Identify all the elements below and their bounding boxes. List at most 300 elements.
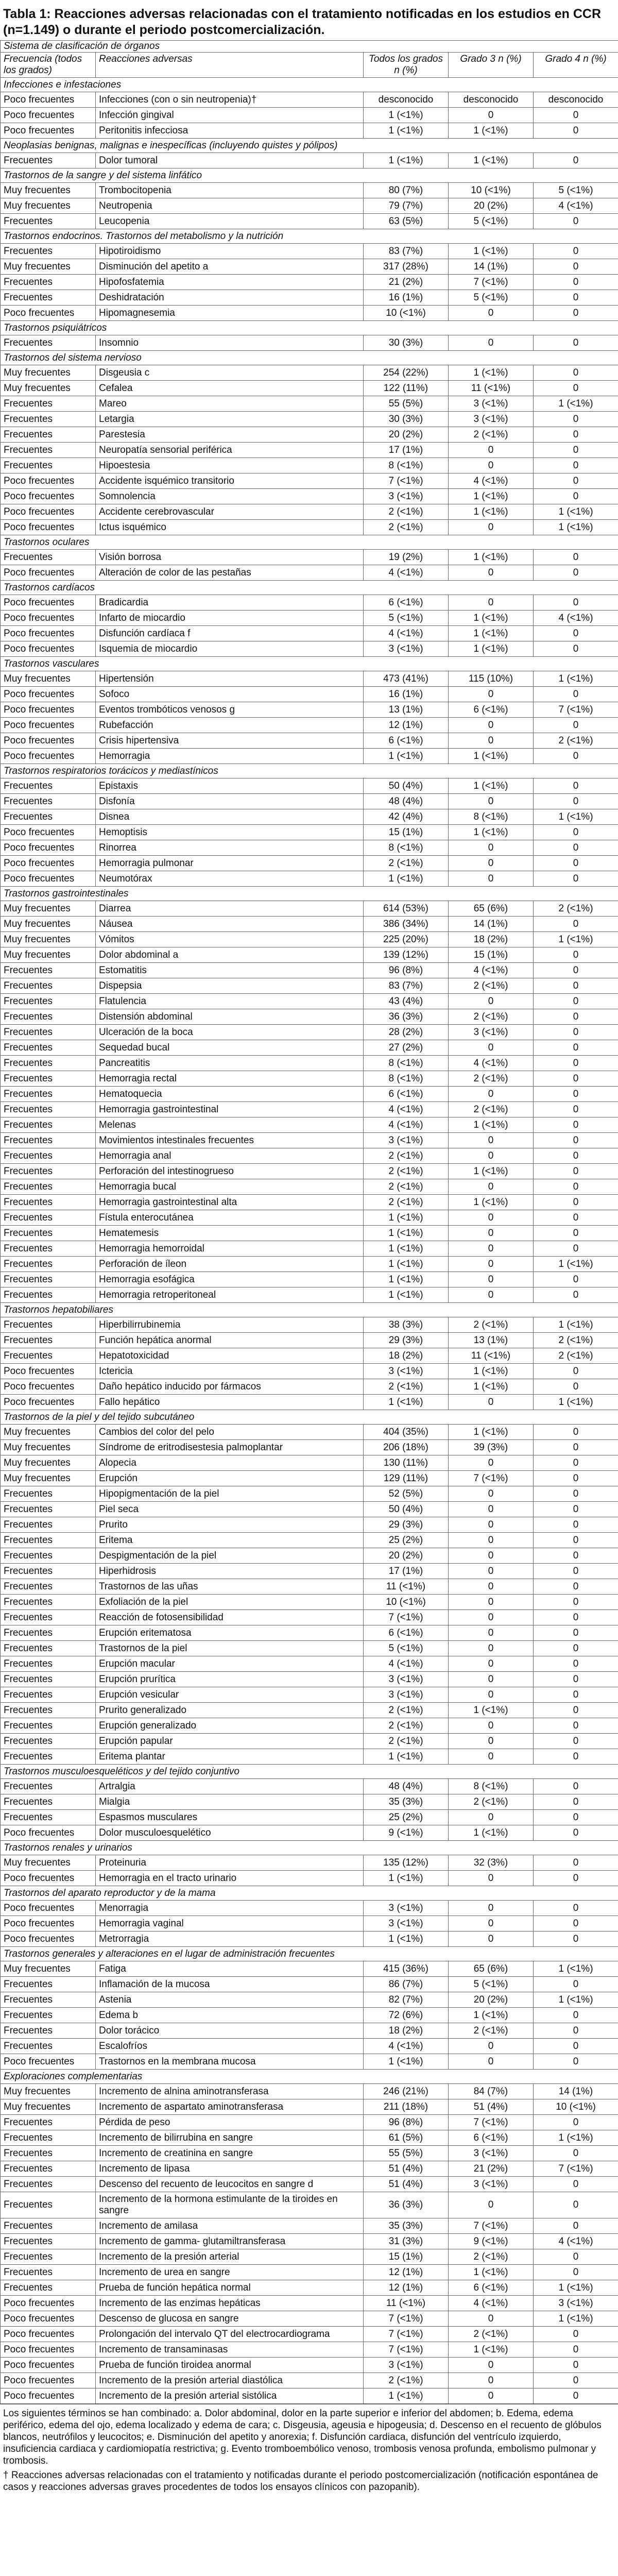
cell-grade3: 84 (7%) <box>449 2084 534 2099</box>
cell-all-grades: 6 (<1%) <box>364 1087 449 1102</box>
table-row <box>1 978 618 994</box>
cell-all-grades: 15 (1%) <box>364 825 449 840</box>
cell-frequency: Frecuentes <box>1 1071 96 1087</box>
cell-all-grades: 20 (2%) <box>364 427 449 443</box>
cell-reaction: Función hepática anormal <box>96 1333 364 1348</box>
cell-all-grades: 50 (4%) <box>364 778 449 794</box>
table-row <box>1 183 618 198</box>
cell-reaction: Hemorragia gastrointestinal <box>96 1102 364 1117</box>
cell-grade4: 1 (<1%) <box>534 2130 618 2146</box>
table-row <box>1 2265 618 2280</box>
cell-grade4: 0 <box>534 1871 618 1886</box>
section-header-row <box>1 351 618 365</box>
header-organ-class: Sistema de clasificación de órganos <box>1 41 618 53</box>
table-row <box>1 749 618 764</box>
table-row <box>1 2342 618 2358</box>
cell-reaction: Mialgia <box>96 1794 364 1810</box>
cell-grade4: 0 <box>534 917 618 932</box>
cell-grade4: 1 (<1%) <box>534 809 618 825</box>
cell-reaction: Hepatotoxicidad <box>96 1348 364 1364</box>
cell-grade3: 4 (<1%) <box>449 1056 534 1071</box>
cell-grade4: 4 (<1%) <box>534 2234 618 2249</box>
cell-grade3: 15 (1%) <box>449 947 534 963</box>
cell-grade4: 2 (<1%) <box>534 1348 618 1364</box>
cell-grade3: 0 <box>449 443 534 458</box>
section-header-row <box>1 229 618 244</box>
cell-grade3: 1 (<1%) <box>449 1364 534 1379</box>
table-row <box>1 1257 618 1272</box>
cell-grade3: 5 (<1%) <box>449 290 534 306</box>
section-header-row <box>1 535 618 550</box>
cell-grade4: 1 (<1%) <box>534 2311 618 2327</box>
cell-grade4: 0 <box>534 1440 618 1455</box>
cell-frequency: Frecuentes <box>1 1718 96 1734</box>
cell-frequency: Frecuentes <box>1 2177 96 2192</box>
cell-all-grades: 82 (7%) <box>364 1992 449 2008</box>
cell-frequency: Frecuentes <box>1 2249 96 2265</box>
cell-grade4: 7 (<1%) <box>534 702 618 718</box>
cell-grade4: 0 <box>534 1195 618 1210</box>
table-row <box>1 1071 618 1087</box>
table-row <box>1 611 618 626</box>
section-header-row <box>1 139 618 153</box>
cell-grade4: 1 (<1%) <box>534 1257 618 1272</box>
cell-grade4: 0 <box>534 718 618 733</box>
table-row <box>1 671 618 687</box>
table-row <box>1 1779 618 1794</box>
table-row <box>1 1272 618 1287</box>
cell-frequency: Frecuentes <box>1 1625 96 1641</box>
cell-all-grades: 1 (<1%) <box>364 153 449 168</box>
cell-reaction: Metrorragia <box>96 1931 364 1947</box>
cell-grade3: 0 <box>449 1272 534 1287</box>
cell-all-grades: 19 (2%) <box>364 550 449 565</box>
cell-all-grades: 20 (2%) <box>364 1548 449 1564</box>
cell-grade4: 3 (<1%) <box>534 2296 618 2311</box>
cell-grade4: 0 <box>534 1977 618 1992</box>
cell-grade4: desconocido <box>534 92 618 108</box>
cell-grade4: 1 (<1%) <box>534 1961 618 1977</box>
table-row <box>1 1672 618 1687</box>
cell-all-grades: 3 (<1%) <box>364 1687 449 1703</box>
cell-grade3: 0 <box>449 1595 534 1610</box>
section-header-row <box>1 581 618 595</box>
table-row <box>1 856 618 871</box>
cell-all-grades: 2 (<1%) <box>364 856 449 871</box>
cell-frequency: Poco frecuentes <box>1 1916 96 1931</box>
cell-frequency: Frecuentes <box>1 1226 96 1241</box>
cell-reaction: Parestesia <box>96 427 364 443</box>
cell-frequency: Poco frecuentes <box>1 1871 96 1886</box>
cell-reaction: Hemorragia en el tracto urinario <box>96 1871 364 1886</box>
cell-all-grades: 42 (4%) <box>364 809 449 825</box>
table-row <box>1 2161 618 2177</box>
cell-grade4: 0 <box>534 443 618 458</box>
cell-grade3: 18 (2%) <box>449 932 534 947</box>
cell-reaction: Hemorragia retroperitoneal <box>96 1287 364 1303</box>
cell-reaction: Infecciones (con o sin neutropenia)† <box>96 92 364 108</box>
table-row <box>1 1579 618 1595</box>
cell-reaction: Trastornos de la piel <box>96 1641 364 1656</box>
cell-all-grades: 3 (<1%) <box>364 1901 449 1916</box>
cell-reaction: Insomnio <box>96 335 364 351</box>
table-row <box>1 1148 618 1164</box>
cell-all-grades: 16 (1%) <box>364 687 449 702</box>
cell-frequency: Poco frecuentes <box>1 856 96 871</box>
cell-grade3: 1 (<1%) <box>449 489 534 504</box>
table-row <box>1 2192 618 2218</box>
cell-grade3: 0 <box>449 871 534 887</box>
cell-all-grades: 404 (35%) <box>364 1425 449 1440</box>
footnote-dagger: † Reacciones adversas relacionadas con el tratamiento y notificadas durante el periodo postcomercialización (notificación espontánea de casos y reacciones adversas graves procedentes de todos los ensayos clínicos con pazopanib). <box>3 2470 598 2493</box>
table-row <box>1 2099 618 2115</box>
table-row <box>1 702 618 718</box>
cell-reaction: Incremento de la hormona estimulante de la tiroides en sangre <box>96 2192 364 2218</box>
cell-grade4: 0 <box>534 214 618 229</box>
cell-all-grades: 246 (21%) <box>364 2084 449 2099</box>
section-header-row <box>1 764 618 778</box>
table-row <box>1 1210 618 1226</box>
cell-grade4: 2 (<1%) <box>534 733 618 749</box>
table-row <box>1 1992 618 2008</box>
table-row <box>1 947 618 963</box>
cell-all-grades: 5 (<1%) <box>364 611 449 626</box>
cell-grade4: 0 <box>534 2023 618 2039</box>
cell-all-grades: 135 (12%) <box>364 1855 449 1871</box>
cell-frequency: Frecuentes <box>1 1595 96 1610</box>
cell-frequency: Frecuentes <box>1 1333 96 1348</box>
cell-frequency: Frecuentes <box>1 153 96 168</box>
cell-frequency: Poco frecuentes <box>1 626 96 641</box>
cell-frequency: Poco frecuentes <box>1 702 96 718</box>
cell-grade4: 0 <box>534 2218 618 2234</box>
cell-grade3: 0 <box>449 565 534 581</box>
cell-grade4: 0 <box>534 2373 618 2388</box>
cell-grade3: 7 (<1%) <box>449 275 534 290</box>
cell-grade3: 0 <box>449 2192 534 2218</box>
cell-frequency: Frecuentes <box>1 1348 96 1364</box>
cell-frequency: Frecuentes <box>1 214 96 229</box>
cell-all-grades: 12 (1%) <box>364 2280 449 2296</box>
cell-grade4: 2 (<1%) <box>534 1333 618 1348</box>
cell-all-grades: 61 (5%) <box>364 2130 449 2146</box>
cell-grade4: 0 <box>534 2342 618 2358</box>
cell-grade3: 9 (<1%) <box>449 2234 534 2249</box>
cell-all-grades: 7 (<1%) <box>364 2327 449 2342</box>
cell-all-grades: 2 (<1%) <box>364 1148 449 1164</box>
cell-grade3: 0 <box>449 1734 534 1749</box>
cell-all-grades: 83 (7%) <box>364 978 449 994</box>
cell-frequency: Frecuentes <box>1 1703 96 1718</box>
cell-frequency: Poco frecuentes <box>1 2342 96 2358</box>
cell-frequency: Poco frecuentes <box>1 1931 96 1947</box>
cell-frequency: Poco frecuentes <box>1 641 96 657</box>
table-row <box>1 565 618 581</box>
cell-frequency: Frecuentes <box>1 1164 96 1179</box>
cell-all-grades: 7 (<1%) <box>364 473 449 489</box>
table-row <box>1 994 618 1009</box>
cell-grade3: 1 (<1%) <box>449 749 534 764</box>
table-row <box>1 381 618 396</box>
cell-frequency: Frecuentes <box>1 396 96 412</box>
cell-frequency: Muy frecuentes <box>1 2099 96 2115</box>
cell-grade3: 6 (<1%) <box>449 702 534 718</box>
cell-grade3: 2 (<1%) <box>449 2023 534 2039</box>
cell-grade4: 0 <box>534 856 618 871</box>
cell-all-grades: 6 (<1%) <box>364 733 449 749</box>
cell-grade4: 1 (<1%) <box>534 520 618 535</box>
table-row <box>1 2373 618 2388</box>
cell-frequency: Frecuentes <box>1 1672 96 1687</box>
table-row <box>1 108 618 123</box>
cell-frequency: Frecuentes <box>1 1749 96 1765</box>
table-row <box>1 1641 618 1656</box>
cell-all-grades: 8 (<1%) <box>364 840 449 856</box>
table-row <box>1 550 618 565</box>
col-header-reaction: Reacciones adversas <box>96 53 364 78</box>
table-row <box>1 1179 618 1195</box>
cell-grade4: 0 <box>534 365 618 381</box>
cell-frequency: Frecuentes <box>1 1810 96 1825</box>
cell-grade4: 0 <box>534 1548 618 1564</box>
cell-reaction: Estomatitis <box>96 963 364 978</box>
cell-reaction: Trastornos de las uñas <box>96 1579 364 1595</box>
cell-all-grades: 30 (3%) <box>364 412 449 427</box>
cell-reaction: Incremento de creatinina en sangre <box>96 2146 364 2161</box>
cell-grade4: 10 (<1%) <box>534 2099 618 2115</box>
cell-reaction: Incremento de aspartato aminotransferasa <box>96 2099 364 2115</box>
cell-grade3: 20 (2%) <box>449 1992 534 2008</box>
table-row <box>1 504 618 520</box>
cell-all-grades: 43 (4%) <box>364 994 449 1009</box>
cell-grade4: 0 <box>534 1533 618 1548</box>
table-row <box>1 1317 618 1333</box>
cell-frequency: Muy frecuentes <box>1 932 96 947</box>
cell-all-grades: 17 (1%) <box>364 443 449 458</box>
cell-reaction: Ictus isquémico <box>96 520 364 535</box>
table-row <box>1 2280 618 2296</box>
cell-reaction: Mareo <box>96 396 364 412</box>
cell-frequency: Frecuentes <box>1 443 96 458</box>
cell-frequency: Muy frecuentes <box>1 183 96 198</box>
cell-grade4: 0 <box>534 1610 618 1625</box>
cell-grade4: 0 <box>534 458 618 473</box>
table-row <box>1 1810 618 1825</box>
cell-reaction: Hematoquecia <box>96 1087 364 1102</box>
cell-frequency: Frecuentes <box>1 1179 96 1195</box>
cell-all-grades: 130 (11%) <box>364 1455 449 1471</box>
adverse-reactions-table <box>0 40 618 2404</box>
table-row <box>1 1379 618 1395</box>
cell-grade4: 0 <box>534 1687 618 1703</box>
cell-grade4: 1 (<1%) <box>534 504 618 520</box>
cell-grade3: 0 <box>449 520 534 535</box>
cell-frequency: Poco frecuentes <box>1 1395 96 1410</box>
cell-grade4: 0 <box>534 1425 618 1440</box>
cell-all-grades: 8 (<1%) <box>364 1071 449 1087</box>
cell-grade4: 1 (<1%) <box>534 1992 618 2008</box>
table-row <box>1 1040 618 1056</box>
cell-reaction: Erupción vesicular <box>96 1687 364 1703</box>
cell-grade3: 6 (<1%) <box>449 2280 534 2296</box>
cell-frequency: Poco frecuentes <box>1 718 96 733</box>
cell-grade3: 2 (<1%) <box>449 1071 534 1087</box>
cell-all-grades: 4 (<1%) <box>364 1102 449 1117</box>
cell-frequency: Muy frecuentes <box>1 365 96 381</box>
table-row <box>1 1734 618 1749</box>
section-header: Trastornos cardíacos <box>1 581 618 595</box>
cell-reaction: Letargia <box>96 412 364 427</box>
table-row <box>1 1961 618 1977</box>
table-row <box>1 2146 618 2161</box>
cell-reaction: Incremento de la presión arterial diastólica <box>96 2373 364 2388</box>
footnote-abbrev: Los siguientes términos se han combinado: a. Dolor abdominal, dolor en la parte superior e inferior del abdomen; b. Edema, edema periférico, edema del ojo, edema localizado y edema de cara; c. Disgeusia, ageusia e hipogeusia; d. Descenso en el recuento de glóbulos blancos, neutrófilos y leucocitos; e. Disminución del apetito y anorexia; f. Disfunción cardiaca, disfunción del ventrículo izquierdo, insuficiencia cardiaca y cardiomiopatía restrictiva; g. Evento tromboembólico venoso, trombosis venosa profunda, embolismo pulmonar y trombosis. <box>3 2408 602 2466</box>
cell-grade3: 0 <box>449 2358 534 2373</box>
cell-frequency: Muy frecuentes <box>1 947 96 963</box>
table-row <box>1 809 618 825</box>
cell-all-grades: 614 (53%) <box>364 901 449 917</box>
cell-reaction: Hiperhidrosis <box>96 1564 364 1579</box>
cell-all-grades: 96 (8%) <box>364 2115 449 2130</box>
cell-grade3: 0 <box>449 840 534 856</box>
cell-reaction: Fallo hepático <box>96 1395 364 1410</box>
cell-grade4: 4 (<1%) <box>534 611 618 626</box>
cell-grade4: 0 <box>534 626 618 641</box>
cell-grade4: 0 <box>534 2192 618 2218</box>
cell-all-grades: 1 (<1%) <box>364 2054 449 2070</box>
table-row <box>1 306 618 321</box>
cell-reaction: Incremento de lipasa <box>96 2161 364 2177</box>
section-header: Trastornos vasculares <box>1 657 618 671</box>
table-row <box>1 244 618 259</box>
cell-reaction: Descenso del recuento de leucocitos en sangre d <box>96 2177 364 2192</box>
table-row <box>1 365 618 381</box>
cell-frequency: Frecuentes <box>1 1579 96 1595</box>
section-header: Trastornos del aparato reproductor y de la mama <box>1 1886 618 1901</box>
cell-grade4: 0 <box>534 259 618 275</box>
cell-frequency: Frecuentes <box>1 1025 96 1040</box>
cell-grade4: 1 (<1%) <box>534 671 618 687</box>
cell-all-grades: 1 (<1%) <box>364 1395 449 1410</box>
cell-reaction: Náusea <box>96 917 364 932</box>
cell-grade4: 0 <box>534 1916 618 1931</box>
cell-grade4: 0 <box>534 1117 618 1133</box>
cell-grade4: 0 <box>534 1471 618 1486</box>
cell-frequency: Frecuentes <box>1 2265 96 2280</box>
cell-grade3: 1 (<1%) <box>449 1825 534 1841</box>
section-header: Trastornos endocrinos. Trastornos del metabolismo y la nutrición <box>1 229 618 244</box>
cell-grade3: 1 (<1%) <box>449 1164 534 1179</box>
cell-reaction: Deshidratación <box>96 290 364 306</box>
cell-frequency: Frecuentes <box>1 809 96 825</box>
cell-grade4: 1 (<1%) <box>534 2280 618 2296</box>
cell-reaction: Trastornos en la membrana mucosa <box>96 2054 364 2070</box>
cell-frequency: Muy frecuentes <box>1 1425 96 1440</box>
cell-all-grades: 3 (<1%) <box>364 1364 449 1379</box>
cell-grade4: 14 (1%) <box>534 2084 618 2099</box>
cell-reaction: Isquemia de miocardio <box>96 641 364 657</box>
cell-grade4: 0 <box>534 244 618 259</box>
table-row <box>1 1749 618 1765</box>
cell-frequency: Frecuentes <box>1 1502 96 1517</box>
cell-all-grades: 11 (<1%) <box>364 1579 449 1595</box>
cell-grade3: 0 <box>449 1931 534 1947</box>
cell-all-grades: 8 (<1%) <box>364 458 449 473</box>
table-row <box>1 153 618 168</box>
cell-grade4: 0 <box>534 381 618 396</box>
cell-all-grades: 2 (<1%) <box>364 1195 449 1210</box>
cell-grade3: 0 <box>449 1087 534 1102</box>
cell-reaction: Prueba de función tiroidea anormal <box>96 2358 364 2373</box>
table-row <box>1 1502 618 1517</box>
cell-grade3: 0 <box>449 1133 534 1148</box>
cell-all-grades: 1 (<1%) <box>364 1749 449 1765</box>
table-row <box>1 1425 618 1440</box>
section-header: Trastornos del sistema nervioso <box>1 351 618 365</box>
table-row <box>1 458 618 473</box>
cell-reaction: Menorragia <box>96 1901 364 1916</box>
table-row <box>1 275 618 290</box>
cell-grade3: 65 (6%) <box>449 901 534 917</box>
cell-grade3: 0 <box>449 1641 534 1656</box>
table-row <box>1 123 618 139</box>
cell-grade4: 0 <box>534 1595 618 1610</box>
cell-grade4: 0 <box>534 871 618 887</box>
cell-frequency: Frecuentes <box>1 2218 96 2234</box>
cell-grade3: 2 (<1%) <box>449 1317 534 1333</box>
section-header-row <box>1 1841 618 1855</box>
cell-grade4: 0 <box>534 412 618 427</box>
cell-all-grades: 55 (5%) <box>364 396 449 412</box>
table-body <box>1 78 618 2404</box>
cell-frequency: Frecuentes <box>1 1195 96 1210</box>
cell-grade4: 0 <box>534 123 618 139</box>
cell-grade4: 0 <box>534 1133 618 1148</box>
cell-grade4: 0 <box>534 1164 618 1179</box>
table-row <box>1 2008 618 2023</box>
cell-reaction: Hipopigmentación de la piel <box>96 1486 364 1502</box>
table-row <box>1 1901 618 1916</box>
section-header: Trastornos gastrointestinales <box>1 887 618 901</box>
cell-grade4: 0 <box>534 1056 618 1071</box>
table-row <box>1 2084 618 2099</box>
cell-frequency: Poco frecuentes <box>1 1901 96 1916</box>
cell-grade3: 0 <box>449 1486 534 1502</box>
cell-all-grades: 16 (1%) <box>364 290 449 306</box>
table-row <box>1 687 618 702</box>
cell-all-grades: 2 (<1%) <box>364 2373 449 2388</box>
cell-all-grades: 51 (4%) <box>364 2161 449 2177</box>
cell-grade4: 0 <box>534 778 618 794</box>
cell-all-grades: 1 (<1%) <box>364 871 449 887</box>
table-row <box>1 1009 618 1025</box>
cell-grade4: 0 <box>534 2265 618 2280</box>
cell-all-grades: 9 (<1%) <box>364 1825 449 1841</box>
cell-all-grades: 15 (1%) <box>364 2249 449 2265</box>
cell-reaction: Erupción <box>96 1471 364 1486</box>
cell-frequency: Frecuentes <box>1 1056 96 1071</box>
cell-all-grades: 36 (3%) <box>364 1009 449 1025</box>
cell-grade3: 32 (3%) <box>449 1855 534 1871</box>
cell-all-grades: 2 (<1%) <box>364 520 449 535</box>
cell-grade3: 0 <box>449 1718 534 1734</box>
cell-reaction: Hemorragia rectal <box>96 1071 364 1087</box>
cell-all-grades: 25 (2%) <box>364 1810 449 1825</box>
cell-reaction: Disminución del apetito a <box>96 259 364 275</box>
cell-grade4: 5 (<1%) <box>534 183 618 198</box>
cell-grade4: 0 <box>534 2008 618 2023</box>
cell-frequency: Muy frecuentes <box>1 1471 96 1486</box>
